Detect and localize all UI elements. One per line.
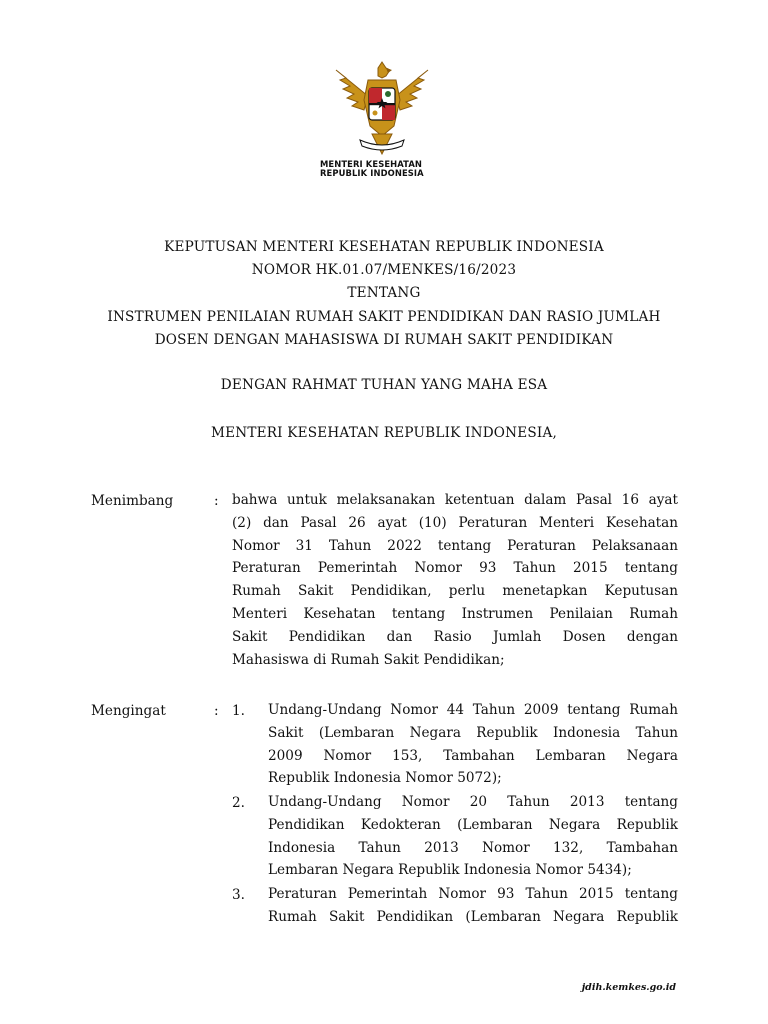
- mengingat-line: Pendidikan Kedokteran (Lembaran Negara Republik: [268, 816, 678, 833]
- menimbang-line: (2) dan Pasal 26 ayat (10) Peraturan Menteri Kesehatan: [232, 514, 678, 531]
- mengingat-item-number: 1.: [232, 703, 245, 719]
- decree-tentang: TENTANG: [347, 285, 421, 301]
- mengingat-item-2: [268, 791, 678, 882]
- mengingat-label: Mengingat: [91, 703, 166, 719]
- mengingat-line: Republik Indonesia Nomor 5072);: [268, 770, 502, 787]
- mengingat-line: Undang-Undang Nomor 44 Tahun 2009 tentang Rumah: [268, 702, 678, 718]
- mengingat-item-1: [268, 699, 678, 790]
- decree-title-line-1: KEPUTUSAN MENTERI KESEHATAN REPUBLIK INDONESIA: [164, 239, 604, 255]
- mengingat-line: 2009 Nomor 153, Tambahan Lembaran Negara: [268, 747, 678, 764]
- menimbang-line: Sakit Pendidikan dan Rasio Jumlah Dosen dengan: [232, 628, 678, 645]
- decree-number: NOMOR HK.01.07/MENKES/16/2023: [251, 262, 517, 278]
- menimbang-line: Menteri Kesehatan tentang Instrumen Penilaian Rumah: [232, 605, 678, 622]
- mengingat-item-number: 3.: [232, 887, 245, 903]
- authority-line: MENTERI KESEHATAN REPUBLIK INDONESIA,: [211, 425, 557, 441]
- mengingat-line: Lembaran Negara Republik Indonesia Nomor 5434);: [268, 862, 632, 879]
- mengingat-item-number: 2.: [232, 795, 245, 811]
- issuer-block: [320, 160, 460, 179]
- menimbang-colon: :: [214, 493, 219, 509]
- mengingat-line: Peraturan Pemerintah Nomor 93 Tahun 2015 tentang: [268, 886, 678, 902]
- menimbang-text: [232, 489, 678, 671]
- menimbang-line: bahwa untuk melaksanakan ketentuan dalam Pasal 16 ayat: [232, 492, 678, 508]
- menimbang-label: Menimbang: [91, 493, 174, 509]
- invocation: DENGAN RAHMAT TUHAN YANG MAHA ESA: [220, 377, 548, 393]
- footer-source-link[interactable]: jdih.kemkes.go.id: [581, 982, 676, 993]
- mengingat-item-3: [268, 883, 678, 929]
- menimbang-line: Nomor 31 Tahun 2022 tentang Peraturan Pelaksanaan: [232, 537, 678, 554]
- decree-subject-line-2: DOSEN DENGAN MAHASISWA DI RUMAH SAKIT PENDIDIKAN: [154, 332, 614, 348]
- issuer-line-2: REPUBLIK INDONESIA: [320, 168, 424, 179]
- menimbang-line: Peraturan Pemerintah Nomor 93 Tahun 2015 tentang: [232, 560, 678, 577]
- issuer-line-1: MENTERI KESEHATAN: [320, 159, 423, 169]
- mengingat-colon: :: [214, 703, 219, 719]
- garuda-emblem-icon: [328, 56, 436, 164]
- mengingat-line: Sakit (Lembaran Negara Republik Indonesia Tahun: [268, 724, 678, 741]
- mengingat-line: Undang-Undang Nomor 20 Tahun 2013 tentang: [268, 794, 678, 810]
- mengingat-line: Indonesia Tahun 2013 Nomor 132, Tambahan: [268, 839, 678, 856]
- decree-subject-line-1: INSTRUMEN PENILAIAN RUMAH SAKIT PENDIDIKAN DAN RASIO JUMLAH: [107, 309, 661, 325]
- menimbang-line: Rumah Sakit Pendidikan, perlu menetapkan Keputusan: [232, 583, 678, 600]
- menimbang-line: Mahasiswa di Rumah Sakit Pendidikan;: [232, 651, 505, 668]
- mengingat-line: Rumah Sakit Pendidikan (Lembaran Negara Republik: [268, 908, 678, 925]
